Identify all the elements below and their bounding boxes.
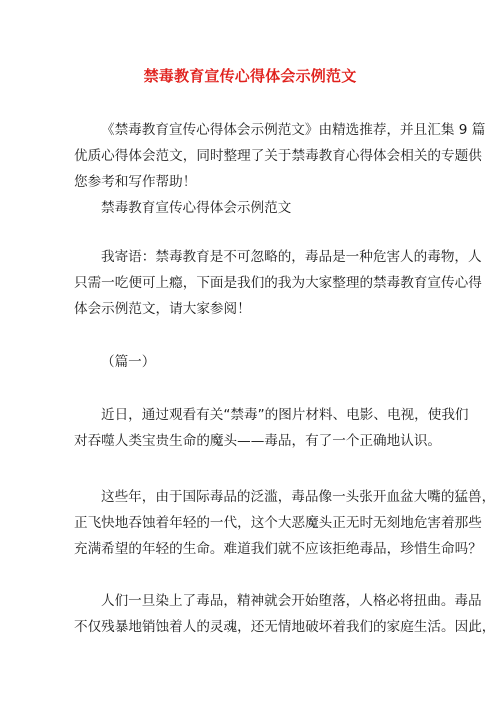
para3-line-1: 人们一旦染上了毒品，精神就会开始堕落，人格必将扭曲。毒品 (101, 593, 482, 609)
intro-line-1: 《禁毒教育宣传心得体会示例范文》由精选推荐，并且汇集 9 篇 (101, 122, 486, 138)
body-paragraph-3 (74, 588, 496, 640)
para2-line-1: 这些年，由于国际毒品的泛滥，毒品像一头张开血盆大嘴的猛兽， (101, 489, 496, 505)
body-paragraph-2 (74, 484, 496, 562)
document-title: 禁毒教育宣传心得体会示例范文 (143, 67, 357, 85)
para2-line-2: 正飞快地吞蚀着年轻的一代，这个大恶魔头正无时无刻地危害着那些 (74, 515, 482, 531)
para3-line-2: 不仅残暴地销蚀着人的灵魂，还无情地破坏着我们的家庭生活。因此， (74, 619, 496, 635)
foreword-line-1: 我寄语：禁毒教育是不可忽略的，毒品是一种危害人的毒物，人 (101, 249, 482, 265)
para2-line-3: 充满希望的年轻的生命。难道我们就不应该拒绝毒品，珍惜生命吗？ (74, 541, 482, 557)
section-label: （篇一） (101, 354, 156, 370)
para1-line-1: 近日，通过观看有关“禁毒”的图片材料、电影、电视，使我们 (101, 407, 469, 423)
foreword-line-2: 只需一吃便可上瘾，下面是我们的我为大家整理的禁毒教育宣传心得 (74, 275, 482, 291)
intro-paragraph (74, 117, 486, 195)
foreword-paragraph (74, 244, 482, 322)
intro-line-2: 优质心得体会范文，同时整理了关于禁毒教育心得体会相关的专题供 (74, 148, 482, 164)
subtitle-paragraph (74, 195, 434, 221)
section-label-paragraph (74, 349, 434, 375)
para1-line-2: 对吞噬人类宝贵生命的魔头——毒品，有了一个正确地认识。 (74, 433, 442, 449)
document-subtitle: 禁毒教育宣传心得体会示例范文 (101, 200, 292, 216)
body-paragraph-1 (74, 402, 469, 454)
intro-line-3: 您参考和写作帮助！ (74, 174, 197, 190)
foreword-line-3: 体会示例范文，请大家参阅！ (74, 301, 251, 317)
